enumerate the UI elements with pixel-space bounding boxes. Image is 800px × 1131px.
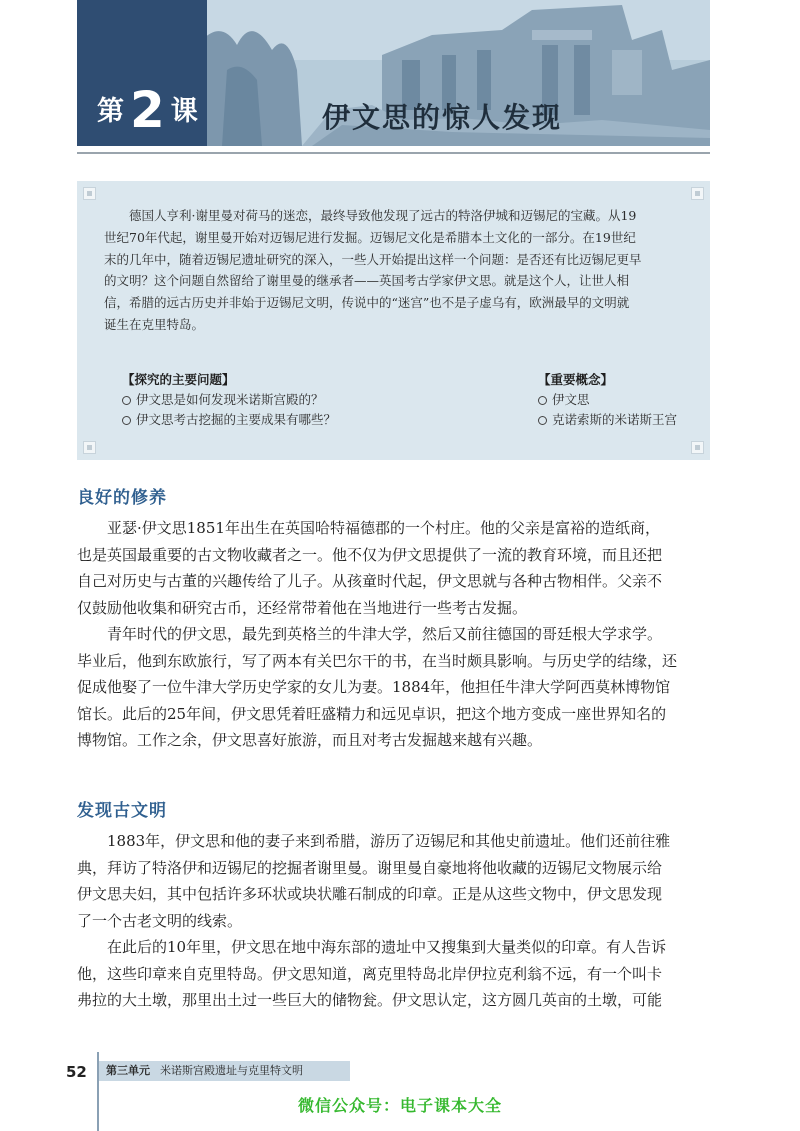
footer-unit-title: 米诺斯宫殿遗址与克里特文明: [160, 1064, 303, 1077]
body-line: 1883年，伊文思和他的妻子来到希腊，游历了迈锡尼和其他史前遗址。他们还前往雅: [107, 832, 671, 850]
body-line: 仅鼓励他收集和研究古币，还经常带着他在当地进行一些考古发掘。: [77, 598, 528, 617]
lesson-number-box: [77, 0, 207, 146]
intro-paragraph: [104, 205, 684, 336]
concept-item: [538, 390, 677, 410]
question-text: 伊文思考古挖掘的主要成果有哪些？: [136, 412, 337, 427]
header-divider: [77, 152, 710, 154]
body-line: 促成他娶了一位牛津大学历史学家的女儿为妻。1884年，他担任牛津大学阿西莫林博物馆: [77, 678, 671, 696]
body-line: 伊文思夫妇，其中包括许多环状或块状雕石制成的印章。正是从这些文物中，伊文思发现: [77, 885, 663, 903]
intro-line: 德国人亨利·谢里曼对荷马的迷恋，最终导致他发现了远古的特洛伊城和迈锡尼的宝藏。从19: [129, 208, 637, 223]
concept-text: 克诺索斯的米诺斯王宫: [552, 412, 678, 427]
body-line: 毕业后，他到东欧旅行，写了两本有关巴尔干的书，在当时颇具影响。与历史学的结缘，还: [77, 651, 678, 670]
intro-line: 的文明？这个问题自然留给了谢里曼的继承者——英国考古学家伊文思。就是这个人，让世人相: [104, 273, 630, 289]
body-line: 他，这些印章来自克里特岛。伊文思知道，离克里特岛北岸伊拉克利翁不远，有一个叫卡: [77, 964, 663, 983]
intro-line: 信，希腊的远古历史并非始于迈锡尼文明，传说中的“迷宫”也不是子虚乌有，欧洲最早的文明就: [104, 295, 630, 311]
body-line: 自己对历史与古董的兴趣传给了儿子。从孩童时代起，伊文思就与各种古物相伴。父亲不: [77, 572, 663, 590]
circle-bullet-icon: [538, 416, 547, 425]
question-item: [122, 410, 336, 430]
key-questions: [122, 370, 336, 430]
body-line: 弗拉的大土墩，那里出土过一些巨大的储物瓮。伊文思认定，这方圆几英亩的土墩，可能: [77, 991, 663, 1009]
body-line: 在此后的10年里，伊文思在地中海东部的遗址中又搜集到大量类似的印章。有人告诉: [107, 938, 667, 956]
body-line: 博物馆。工作之余，伊文思喜好旅游，而且对考古发掘越来越有兴趣。: [77, 731, 543, 749]
lesson-prefix: 第: [97, 96, 124, 127]
body-line: 也是英国最重要的古文物收藏者之一。他不仅为伊文思提供了一流的教育环境，而且还把: [77, 545, 663, 564]
section2-paragraph-2: [77, 934, 710, 1014]
circle-bullet-icon: [122, 416, 131, 425]
intro-line: 诞生在克里特岛。: [104, 316, 205, 332]
corner-ornament-icon: [691, 187, 704, 200]
section2-paragraph-1: [77, 828, 710, 934]
question-text: 伊文思是如何发现米诺斯宫殿的？: [136, 392, 324, 407]
circle-bullet-icon: [122, 396, 131, 405]
lesson-title: 伊文思的惊人发现: [322, 101, 563, 134]
corner-ornament-icon: [83, 187, 96, 200]
circle-bullet-icon: [538, 396, 547, 405]
intro-line: 世纪70年代起，谢里曼开始对迈锡尼进行发掘。迈锡尼文化是希腊本土文化的一部分。在19世纪: [104, 229, 636, 245]
body-line: 馆长。此后的25年间，伊文思凭着旺盛精力和远见卓识，把这个地方变成一座世界知名的: [77, 704, 667, 723]
intro-box: [77, 181, 710, 460]
concept-text: 伊文思: [552, 392, 590, 407]
corner-ornament-icon: [691, 441, 704, 454]
section-title-discover-civilization: 发现古文明: [77, 801, 167, 821]
lesson-number: 2: [130, 81, 165, 139]
body-line: 亚瑟·伊文思1851年出生在英国哈特福德郡的一个村庄。他的父亲是富裕的造纸商，: [107, 519, 660, 537]
key-concepts: [538, 370, 677, 430]
body-line: 青年时代的伊文思，最先到英格兰的牛津大学，然后又前往德国的哥廷根大学求学。: [107, 625, 663, 643]
page-number: 52: [66, 1063, 87, 1081]
footer-unit-bar: [99, 1061, 350, 1081]
intro-line: 末的几年中，随着迈锡尼遗址研究的深入，一些人开始提出这样一个问题：是否还有比迈锡尼更早: [104, 251, 642, 267]
body-line: 了一个古老文明的线索。: [77, 911, 243, 930]
footer-unit: 第三单元: [106, 1064, 150, 1077]
section1-paragraph-2: [77, 621, 710, 754]
watermark-text: 微信公众号：电子课本大全: [297, 1096, 502, 1115]
lesson-label: [97, 82, 198, 138]
question-item: [122, 390, 336, 410]
corner-ornament-icon: [83, 441, 96, 454]
section-title-good-cultivation: 良好的修养: [77, 488, 167, 508]
header-banner: [77, 0, 710, 146]
key-questions-heading: 【探究的主要问题】: [122, 372, 235, 387]
lesson-suffix: 课: [170, 96, 198, 127]
body-line: 典，拜访了特洛伊和迈锡尼的挖掘者谢里曼。谢里曼自豪地将他收藏的迈锡尼文物展示给: [77, 858, 663, 877]
section1-paragraph-1: [77, 515, 710, 621]
key-concepts-heading: 【重要概念】: [538, 372, 614, 387]
concept-item: [538, 410, 677, 430]
